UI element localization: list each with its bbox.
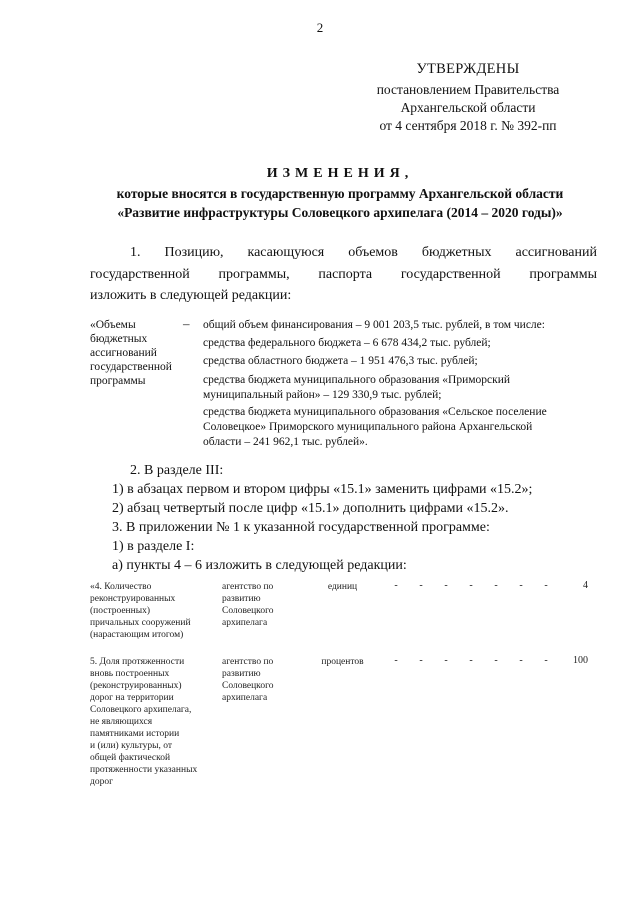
passport-municipal: средства бюджета муниципального образования «Приморский [203, 374, 511, 386]
item2-heading: 2. В разделе III: [130, 463, 224, 478]
table-cell-dash: - [394, 580, 398, 591]
table-cell-dash: - [419, 580, 423, 591]
passport-municipal: Соловецкое» Приморского муниципального района Архангельской [203, 421, 533, 433]
table-cell-dash: - [469, 655, 473, 666]
table-cell-dash: - [444, 655, 448, 666]
item1-text: государственной программы, паспорта государственной программы [90, 267, 597, 282]
table-cell-dash: - [419, 655, 423, 666]
item3-heading: 3. В приложении № 1 к указанной государственной программе: [112, 520, 490, 535]
table-cell-value: 100 [573, 655, 588, 666]
approval-line: постановлением Правительства [376, 82, 560, 97]
item1-text: 1. Позицию, касающуюся объемов бюджетных ассигнований [130, 245, 597, 260]
table-row-agency: агентство по развитию Соловецкого архипелага [222, 582, 274, 628]
passport-dash: – [183, 316, 190, 331]
item2-sub: 1) в абзацах первом и втором цифры «15.1» заменить цифрами «15.2»; [112, 482, 533, 497]
table-cell-dash: - [444, 580, 448, 591]
table-cell-dash: - [394, 655, 398, 666]
passport-label: ассигнований [90, 347, 157, 359]
table-cell-dash: - [544, 655, 548, 666]
table-cell-dash: - [544, 580, 548, 591]
item2-sub: 2) абзац четвертый после цифр «15.1» дополнить цифрами «15.2». [112, 501, 509, 516]
approval-date: от 4 сентября 2018 г. № 392-пп [379, 118, 557, 133]
passport-regional: средства областного бюджета – 1 951 476,3 тыс. рублей; [203, 355, 478, 367]
passport-label: «Объемы [90, 319, 136, 331]
passport-municipal: средства бюджета муниципального образования «Сельское поселение [203, 406, 547, 418]
approval-line: Архангельской области [400, 100, 536, 115]
table-cell-dash: - [519, 580, 523, 591]
table-cell-dash: - [494, 655, 498, 666]
table-row-unit: процентов [321, 657, 364, 667]
table-row-name: 5. Доля протяженности вновь построенных (реконструированных) дорог на территории Соловецкого архипелага, не являющихся памятниками истории и (или) культуры, от общей фактической протяженности указанных дорог [90, 657, 198, 787]
item3-sub: а) пункты 4 – 6 изложить в следующей редакции: [112, 558, 407, 573]
table-cell-dash: - [519, 655, 523, 666]
page-number: 2 [316, 20, 324, 35]
table-cell-dash: - [494, 580, 498, 591]
passport-federal: средства федерального бюджета – 6 678 434,2 тыс. рублей; [203, 337, 491, 349]
table-cell-value: 4 [583, 580, 588, 591]
passport-label: бюджетных [90, 333, 148, 345]
passport-label: программы [90, 375, 146, 387]
passport-municipal: муниципальный район» – 129 330,9 тыс. рублей; [203, 389, 442, 401]
table-cell-dash: - [469, 580, 473, 591]
document-subtitle: которые вносятся в государственную программу Архангельской области [116, 186, 564, 201]
document-subtitle: «Развитие инфраструктуры Соловецкого архипелага (2014 – 2020 годы)» [117, 205, 563, 220]
passport-municipal: области – 241 962,1 тыс. рублей». [203, 436, 368, 448]
table-row-agency: агентство по развитию Соловецкого архипелага [222, 657, 274, 703]
table-row-name: «4. Количество реконструированных (построенных) причальных сооружений (нарастающим итогом) [90, 582, 191, 640]
item1-text: изложить в следующей редакции: [90, 288, 292, 303]
document-title: ИЗМЕНЕНИЯ, [266, 166, 414, 181]
table-row-unit: единиц [327, 582, 358, 592]
approval-title: УТВЕРЖДЕНЫ [416, 61, 520, 77]
item3-sub: 1) в разделе I: [112, 539, 195, 554]
passport-total: общий объем финансирования – 9 001 203,5 тыс. рублей, в том числе: [203, 319, 545, 331]
passport-label: государственной [90, 361, 172, 373]
